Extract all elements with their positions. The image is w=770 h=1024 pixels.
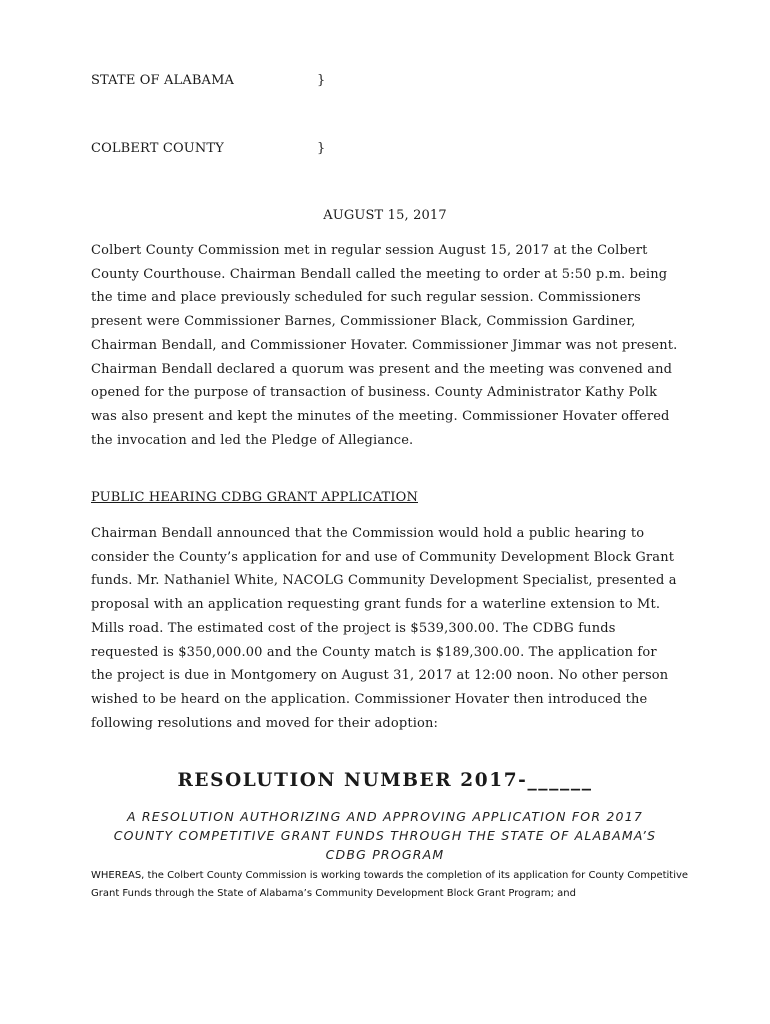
resolution-title: A RESOLUTION AUTHORIZING AND APPROVING APPLICATION FOR 2017 COUNTY COMPETITIVE GRANT FUNDS THROUGH THE STATE OF ALABAMA’S CDBG PROGRAM: [113, 809, 657, 862]
caption-county-label: COLBERT COUNTY: [91, 141, 224, 156]
meeting-date: AUGUST 15, 2017: [323, 208, 447, 223]
caption-county-brace: }: [317, 141, 326, 156]
hearing-paragraph: Chairman Bendall announced that the Commission would hold a public hearing to consider the County’s application for and use of Community Development Block Grant funds. Mr. Nathaniel White, NACOLG Community Development Specialist, presented a proposal with an application requesting grant funds for a waterline extension to Mt. Mills road. The estimated cost of the project is $539,300.00. The CDBG funds requested is $350,000.00 and the County match is $189,300.00. The application for the project is due in Montgomery on August 31, 2017 at 12:00 noon. No other person wished to be heard on the application. Commissioner Hovater then introduced the following resolutions and moved for their adoption:: [91, 526, 677, 731]
section-heading: PUBLIC HEARING CDBG GRANT APPLICATION: [91, 490, 418, 505]
opening-paragraph: Colbert County Commission met in regular session August 15, 2017 at the Colbert County Courthouse. Chairman Bendall called the meeting to order at 5:50 p.m. being the time and place previously scheduled for such regular session. Commissioners present were Commissioner Barnes, Commissioner Black, Commission Gardiner, Chairman Bendall, and Commissioner Hovater. Commissioner Jimmar was not present. Chairman Bendall declared a quorum was present and the meeting was convened and opened for the purpose of transaction of business. County Administrator Kathy Polk was also present and kept the minutes of the meeting. Commissioner Hovater offered the invocation and led the Pledge of Allegiance.: [91, 243, 678, 448]
caption-state-label: STATE OF ALABAMA: [91, 73, 235, 88]
caption-state-brace: }: [317, 73, 326, 88]
resolution-number: RESOLUTION NUMBER 2017-______: [177, 770, 593, 791]
whereas-clause: WHEREAS, the Colbert County Commission is working towards the completion of its application for County Competitive Grant Funds through the State of Alabama’s Community Development Block Grant Program; and: [91, 870, 689, 899]
